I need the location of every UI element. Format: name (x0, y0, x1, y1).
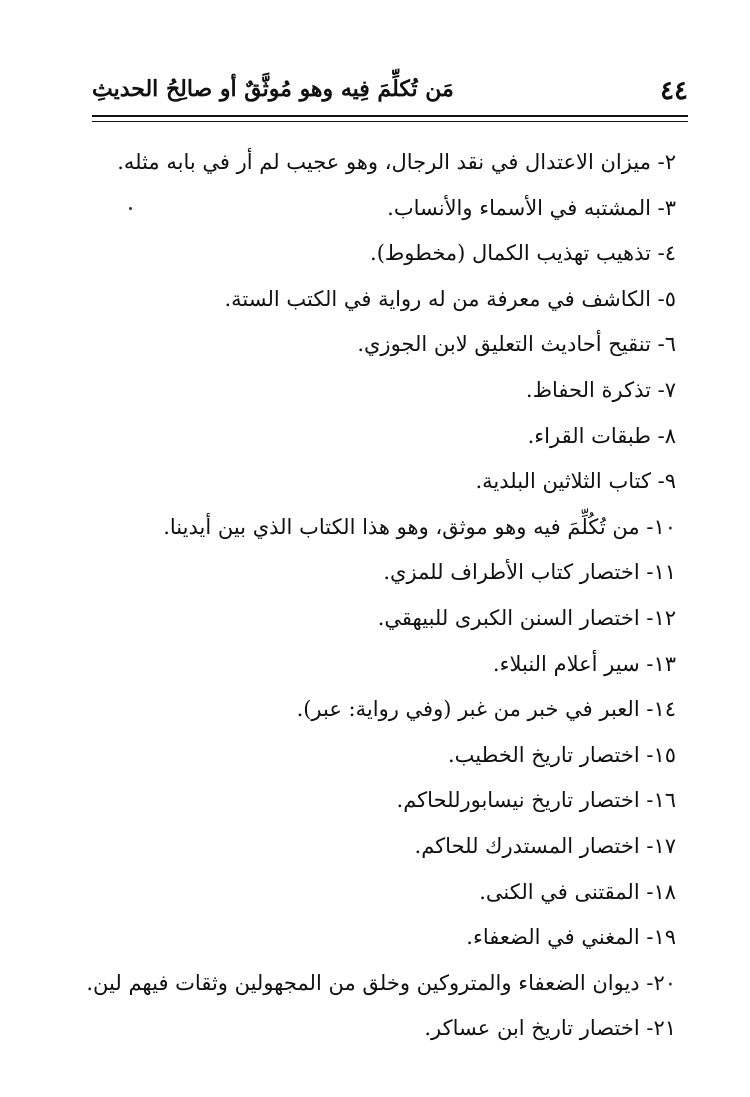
list-item: ١٧- اختصار المستدرك للحاكم. (414, 833, 676, 858)
list-item: ٣- المشتبه في الأسماء والأنساب. (387, 195, 676, 220)
list-item: ٢١- اختصار تاريخ ابن عساكر. (424, 1016, 676, 1041)
list-item: ١١- اختصار كتاب الأطراف للمزي. (383, 560, 676, 585)
works-list (86, 140, 676, 1052)
page-number: ٤٤ (660, 76, 688, 106)
list-item: ٧- تذكرة الحفاظ. (525, 377, 676, 402)
list-item: ٢- ميزان الاعتدال في نقد الرجال، وهو عجيب لم أر في بابه مثله. (117, 150, 676, 174)
list-item: ١٥- اختصار تاريخ الخطيب. (447, 742, 676, 767)
list-item: ١٣- سير أعلام النبلاء. (492, 651, 676, 676)
list-item: ١٨- المقتنى في الكنى. (479, 879, 676, 904)
list-item: ١٩- المغني في الضعفاء. (466, 925, 676, 950)
list-item: ٢٠- ديوان الضعفاء والمتروكين وخلق من المجهولين وثقات فيهم لين. (86, 970, 676, 995)
page-header (92, 72, 688, 112)
list-item: ٨- طبقات القراء. (527, 423, 676, 448)
list-item: ٤- تذهيب تهذيب الكمال (مخطوط). (370, 241, 676, 266)
list-item: ١٦- اختصار تاريخ نيسابورللحاكم. (396, 788, 676, 813)
running-title: مَن تُكلِّمَ فِيه وهو مُوثَّقٌ أو صالِحُ الحديثِ (92, 76, 454, 102)
header-rule-thick (92, 115, 688, 117)
list-item: ١٠- من تُكُلِّمَ فيه وهو موثق، وهو هذا الكتاب الذي بين أيدينا. (163, 514, 676, 539)
list-item: ٩- كتاب الثلاثين البلدية. (475, 469, 676, 494)
list-item: ٦- تنقيح أحاديث التعليق لابن الجوزي. (357, 332, 676, 357)
list-item: ١٤- العبر في خبر من غبر (وفي رواية: عبر). (296, 697, 676, 722)
header-rule-thin (92, 121, 688, 122)
list-item: ١٢- اختصار السنن الكبرى للبيهقي. (377, 605, 676, 630)
list-item: ٥- الكاشف في معرفة من له رواية في الكتب الستة. (224, 286, 676, 311)
